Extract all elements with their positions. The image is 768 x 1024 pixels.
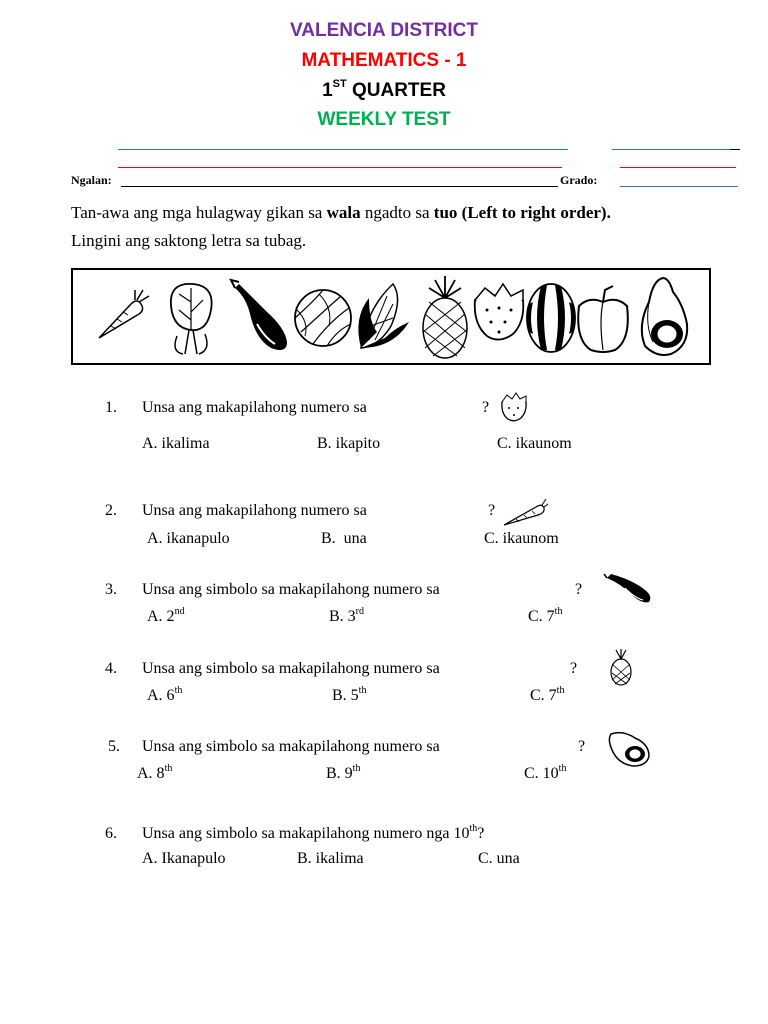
question-5-mark: ? xyxy=(578,738,586,755)
question-1-number: 1. xyxy=(105,399,117,416)
test-title: WEEKLY TEST xyxy=(317,109,451,130)
pineapple-icon xyxy=(606,648,636,686)
question-6-choice-c[interactable]: C. una xyxy=(478,850,520,867)
cabbage-icon xyxy=(295,290,351,346)
form-line-red-1 xyxy=(118,167,562,168)
strawberry-icon xyxy=(498,390,530,424)
q4-c-sup: th xyxy=(556,685,565,696)
eggplant-icon xyxy=(602,572,652,608)
q4-b-base: B. 5 xyxy=(332,687,359,704)
question-5-choice-b[interactable] xyxy=(326,765,360,783)
quarter-number: 1 xyxy=(322,80,333,101)
q3-c-sup: th xyxy=(554,606,563,617)
q6-text-base: Unsa ang simbolo sa makapilahong numero nga 10 xyxy=(142,825,470,842)
question-2-choice-a[interactable]: A. ikanapulo xyxy=(147,530,230,547)
grade-label: Grado: xyxy=(560,173,598,187)
q5-c-sup: th xyxy=(558,763,567,774)
question-6-choice-b[interactable]: B. ikalima xyxy=(297,850,364,867)
district-title: VALENCIA DISTRICT xyxy=(290,20,478,41)
pineapple-icon xyxy=(423,276,467,358)
corn-icon xyxy=(358,284,409,348)
question-5-number: 5. xyxy=(108,738,120,755)
question-5-text: Unsa ang simbolo sa makapilahong numero sa xyxy=(142,738,440,755)
question-6-text xyxy=(142,825,484,843)
question-4-choice-b[interactable] xyxy=(332,687,366,705)
question-2-number: 2. xyxy=(105,502,117,519)
question-5-choice-c[interactable] xyxy=(524,765,566,783)
form-line-blue-2 xyxy=(612,149,730,150)
avocado-icon xyxy=(606,728,652,768)
carrot-icon xyxy=(500,498,548,528)
instr-bold-2: tuo (Left to right order). xyxy=(433,203,611,222)
q4-a-sup: th xyxy=(174,685,183,696)
instructions-line-1 xyxy=(71,203,611,223)
picture-strip-svg xyxy=(73,270,709,363)
q3-a-sup: nd xyxy=(174,606,185,617)
watermelon-icon xyxy=(527,284,575,352)
question-6-number: 6. xyxy=(105,825,117,842)
form-line-blue-1 xyxy=(118,149,568,150)
avocado-icon xyxy=(642,278,687,355)
question-1-text: Unsa ang makapilahong numero sa xyxy=(142,399,367,416)
form-line-end xyxy=(730,149,740,150)
instr-text-2: ngadto sa xyxy=(360,203,434,222)
question-6-choice-a[interactable]: A. Ikanapulo xyxy=(142,850,226,867)
question-5-choice-a[interactable] xyxy=(137,765,172,783)
q5-c-base: C. 10 xyxy=(524,765,559,782)
question-1-choice-a[interactable]: A. ikalima xyxy=(142,435,210,452)
question-3-choice-a[interactable] xyxy=(147,608,185,626)
name-field[interactable] xyxy=(121,186,558,187)
q5-b-base: B. 9 xyxy=(326,765,353,782)
question-3-mark: ? xyxy=(575,581,583,598)
question-3-choice-c[interactable] xyxy=(528,608,562,626)
q5-a-sup: th xyxy=(164,763,173,774)
question-1-choice-b[interactable]: B. ikapito xyxy=(317,435,381,452)
subject-title: MATHEMATICS - 1 xyxy=(301,50,467,71)
question-4-text: Unsa ang simbolo sa makapilahong numero sa xyxy=(142,660,440,677)
question-4-number: 4. xyxy=(105,660,117,677)
spinach-icon xyxy=(171,284,212,354)
q6-text-after: ? xyxy=(477,825,485,842)
strawberry-icon xyxy=(475,284,524,340)
q4-a-base: A. 6 xyxy=(147,687,175,704)
quarter-title xyxy=(0,80,768,102)
question-1-choice-c[interactable]: C. ikaunom xyxy=(497,435,572,452)
q4-b-sup: th xyxy=(358,685,367,696)
name-label: Ngalan: xyxy=(71,173,112,187)
q5-b-sup: th xyxy=(352,763,361,774)
question-2-choice-b[interactable]: B. una xyxy=(321,530,367,547)
instr-text-1: Tan-awa ang mga hulagway gikan sa xyxy=(71,203,327,222)
question-3-number: 3. xyxy=(105,581,117,598)
question-2-text: Unsa ang makapilahong numero sa xyxy=(142,502,367,519)
question-2-mark: ? xyxy=(488,502,496,519)
question-3-text: Unsa ang simbolo sa makapilahong numero sa xyxy=(142,581,440,598)
q3-b-sup: rd xyxy=(355,606,365,617)
quarter-word: QUARTER xyxy=(346,80,446,101)
carrot-icon xyxy=(99,290,149,338)
question-1-mark: ? xyxy=(482,399,490,416)
form-line-red-2 xyxy=(620,167,736,168)
eggplant-icon xyxy=(231,280,287,350)
instr-bold-1: wala xyxy=(326,203,361,222)
grade-field[interactable] xyxy=(620,186,738,187)
q4-c-base: C. 7 xyxy=(530,687,557,704)
q3-a-base: A. 2 xyxy=(147,608,175,625)
picture-strip xyxy=(71,268,711,365)
q6-text-sup: th xyxy=(469,823,478,834)
bell-pepper-icon xyxy=(578,286,628,352)
question-4-choice-c[interactable] xyxy=(530,687,564,705)
question-3-choice-b[interactable] xyxy=(329,608,364,626)
q5-a-base: A. 8 xyxy=(137,765,165,782)
q3-b-base: B. 3 xyxy=(329,608,356,625)
question-4-choice-a[interactable] xyxy=(147,687,182,705)
instructions-line-2: Lingini ang saktong letra sa tubag. xyxy=(71,231,307,250)
question-4-mark: ? xyxy=(570,660,578,677)
q3-c-base: C. 7 xyxy=(528,608,555,625)
question-2-choice-c[interactable]: C. ikaunom xyxy=(484,530,559,547)
quarter-ordinal: ST xyxy=(332,78,347,90)
